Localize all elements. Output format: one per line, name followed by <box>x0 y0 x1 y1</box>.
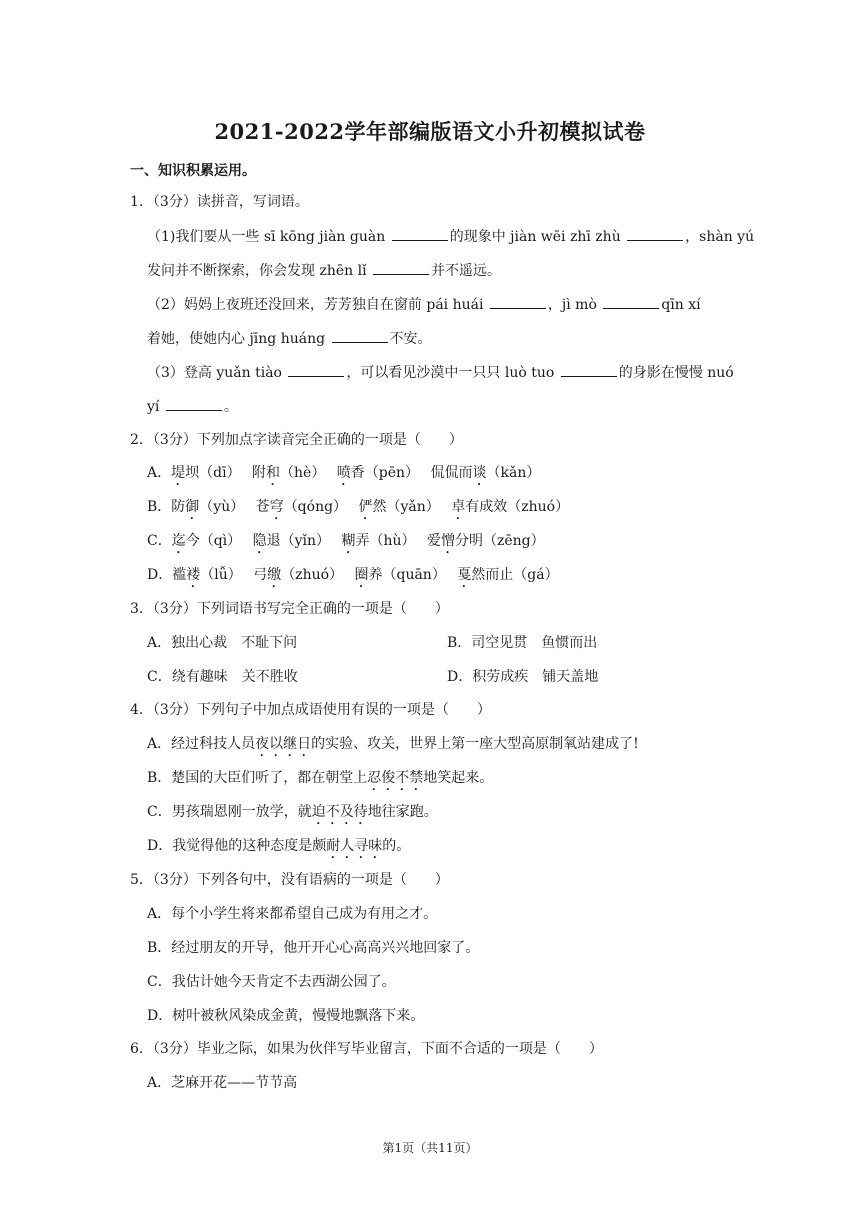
q1-text: 的身影在慢慢 nuó <box>618 365 734 381</box>
option-text: 坝（dī） 附 <box>185 465 267 481</box>
q2-option-d[interactable] <box>147 564 559 591</box>
dotted-char: 憎 <box>440 533 455 549</box>
option-text: A． <box>147 465 172 481</box>
dotted-char: 戛 <box>457 567 472 583</box>
answer-blank[interactable] <box>332 330 388 343</box>
q1-part1-line2 <box>147 260 501 280</box>
q1-text: 着她，使她内心 jīng huáng <box>147 331 330 347</box>
option-text: D．我觉得他的这种态度是颇 <box>147 838 327 854</box>
dotted-char: 隐 <box>252 533 267 549</box>
dotted-char: 卓 <box>451 499 466 515</box>
dotted-char: 俨 <box>358 499 373 515</box>
q1-part3-line1 <box>147 362 734 382</box>
q2-option-c[interactable] <box>147 530 545 557</box>
option-text: 今（qì） <box>185 533 253 549</box>
q3-option-b[interactable]: B．司空见贯 鱼惯而出 <box>447 635 598 651</box>
q1-part2-line2 <box>147 328 432 348</box>
option-text: 的。 <box>382 838 411 854</box>
dotted-char: 糊 <box>341 533 356 549</box>
q2-option-a[interactable] <box>147 462 540 489</box>
option-text: 然（yǎn） <box>372 499 452 515</box>
option-text: （yù） 苍 <box>199 499 270 515</box>
q1-text: ，shàn yú <box>685 229 755 245</box>
option-text: 地往家跑。 <box>367 804 438 820</box>
question-5-stem: 5．（3分）下列各句中，没有语病的一项是（ ） <box>130 872 449 888</box>
q4-option-a[interactable] <box>147 733 639 760</box>
answer-blank[interactable] <box>288 364 344 377</box>
q1-text: 并不遥远。 <box>431 263 501 279</box>
option-text: D．褴 <box>147 567 187 583</box>
option-text: A．经过科技人员 <box>147 736 256 752</box>
dotted-char: 喷 <box>336 465 351 481</box>
option-text: （zhuó） <box>281 567 355 583</box>
option-text: （kǎn） <box>486 465 541 481</box>
option-text: 养（quān） <box>368 567 458 583</box>
page-footer: 第1页（共11页） <box>382 1141 478 1155</box>
answer-blank[interactable] <box>392 228 448 241</box>
option-text: 弄（hù） 爱 <box>355 533 441 549</box>
answer-blank[interactable] <box>373 262 429 275</box>
dotted-idiom: 耐人寻味 <box>326 838 383 854</box>
question-1-stem: 1．（3分）读拼音，写词语。 <box>130 194 309 210</box>
q3-option-a[interactable]: A．独出心裁 不耻下问 <box>147 635 298 651</box>
option-text: B．防 <box>147 499 186 515</box>
dotted-char: 缴 <box>267 567 282 583</box>
q3-option-c[interactable]: C．绕有趣味 关不胜收 <box>147 669 298 685</box>
q5-option-c[interactable]: C．我估计她今天肯定不去西湖公园了。 <box>147 974 396 990</box>
q4-option-d[interactable] <box>147 835 410 862</box>
option-text: 然而止（gá） <box>471 567 559 583</box>
q3-option-d[interactable]: D．积劳成疾 铺天盖地 <box>447 669 599 685</box>
page-title: 2021-2022学年部编版语文小升初模拟试卷 <box>214 119 646 144</box>
q1-text: 发问并不断探索，你会发现 zhēn lǐ <box>147 263 371 279</box>
option-text: 有成效（zhuó） <box>465 499 570 515</box>
q5-option-d[interactable]: D．树叶被秋风染成金黄，慢慢地飘落下来。 <box>147 1008 425 1024</box>
option-text: 香（pēn） 侃侃而 <box>350 465 473 481</box>
option-text: （qóng） <box>283 499 359 515</box>
option-text: C．男孩瑞恩刚一放学，就 <box>147 804 312 820</box>
option-text: B．楚国的大臣们听了，都在朝堂上 <box>147 770 368 786</box>
q4-option-b[interactable] <box>147 767 493 794</box>
q1-text: ，可以看见沙漠中一只只 luò tuo <box>346 365 559 381</box>
answer-blank[interactable] <box>603 296 659 309</box>
dotted-char: 迄 <box>171 533 186 549</box>
q1-part3-line2 <box>147 396 238 416</box>
option-text: 分明（zēng） <box>454 533 545 549</box>
option-text: 的实验、攻关，世界上第一座大型高原制氧站建成了! <box>311 736 639 752</box>
q2-option-b[interactable] <box>147 496 569 523</box>
dotted-char: 穹 <box>269 499 284 515</box>
q4-option-c[interactable] <box>147 801 438 828</box>
answer-blank[interactable] <box>627 228 683 241</box>
q1-text: （3）登高 yuǎn tiào <box>147 365 287 381</box>
q5-option-a[interactable]: A．每个小学生将来都希望自己成为有用之才。 <box>147 906 438 922</box>
answer-blank[interactable] <box>166 398 222 411</box>
option-text: （lǚ） 弓 <box>200 567 268 583</box>
question-6-stem: 6．（3分）毕业之际，如果为伙伴写毕业留言，下面不合适的一项是（ ） <box>130 1041 603 1057</box>
q1-part1-line1 <box>147 226 754 246</box>
q1-text: ，jì mò <box>547 297 602 313</box>
dotted-char: 谈 <box>472 465 487 481</box>
answer-blank[interactable] <box>490 296 546 309</box>
option-text: C． <box>147 533 172 549</box>
dotted-idiom: 夜以继日 <box>255 736 312 752</box>
answer-blank[interactable] <box>561 364 617 377</box>
q1-text: qīn xí <box>661 297 701 313</box>
question-3-stem: 3．（3分）下列词语书写完全正确的一项是（ ） <box>130 601 449 617</box>
dotted-char: 圈 <box>354 567 369 583</box>
section-heading: 一、知识积累运用。 <box>130 163 256 179</box>
question-4-stem: 4．（3分）下列句子中加点成语使用有误的一项是（ ） <box>130 702 491 718</box>
q1-text: （2）妈妈上夜班还没回来，芳芳独自在窗前 pái huái <box>147 297 488 313</box>
option-text: 地笑起来。 <box>423 770 494 786</box>
q5-option-b[interactable]: B．经过朋友的开导，他开开心心高高兴兴地回家了。 <box>147 940 480 956</box>
dotted-char: 御 <box>185 499 200 515</box>
q6-option-a[interactable]: A．芝麻开花——节节高 <box>147 1075 298 1091</box>
q1-text: 的现象中 jiàn wēi zhī zhù <box>449 229 626 245</box>
q1-text: yí <box>147 399 164 415</box>
dotted-char: 褛 <box>186 567 201 583</box>
question-2-stem: 2．（3分）下列加点字读音完全正确的一项是（ ） <box>130 432 463 448</box>
dotted-idiom: 迫不及待 <box>311 804 368 820</box>
dotted-char: 和 <box>266 465 281 481</box>
q1-part2-line1 <box>147 294 701 314</box>
dotted-char: 堤 <box>171 465 186 481</box>
q1-text: （1)我们要从一些 sī kōng jiàn guàn <box>147 229 390 245</box>
q1-text: 不安。 <box>389 331 432 347</box>
option-text: （hè） <box>280 465 337 481</box>
dotted-idiom: 忍俊不禁 <box>367 770 424 786</box>
option-text: 退（yǐn） <box>266 533 342 549</box>
q1-text: 。 <box>223 399 238 415</box>
